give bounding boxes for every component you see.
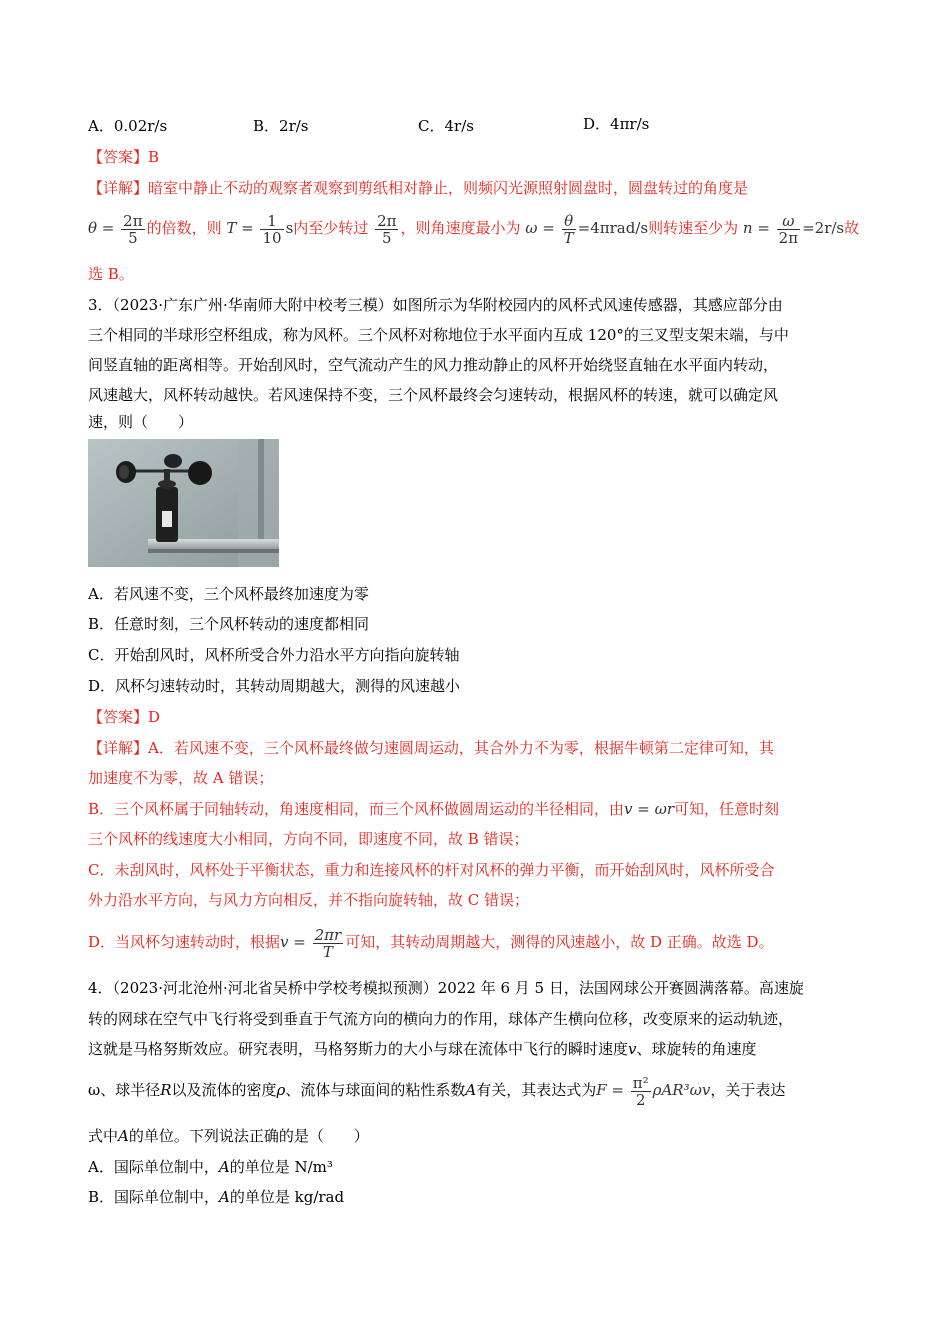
q4-stem-line-5 — [88, 1126, 369, 1146]
n-math: n = — [742, 219, 770, 237]
q4-l4e: ，关于表达 — [710, 1081, 786, 1099]
q3-detail-line-1 — [88, 738, 774, 758]
q4-l4a: ω、球半径 — [88, 1081, 161, 1099]
q3-detail-text-1: A．若风速不变，三个风杯最终做匀速圆周运动，其合外力不为零，根据牛顿第二定律可知，其 — [148, 739, 774, 757]
q4-l5b: 的单位。下列说法正确的是（ ） — [128, 1127, 369, 1145]
q4-l3a: 这就是马格努斯效应。研究表明，马格努斯力的大小与球在流体中飞行的瞬时速度 — [88, 1040, 629, 1058]
q4-opt-b-1: B．国际单位制中， — [88, 1188, 220, 1206]
q3-detail-line-5: C．未刮风时，风杯处于平衡状态，重力和连接风杯的杆对风杯的弹力平衡，而开始刮风时，风杯所受合 — [88, 861, 775, 879]
q2-option-c: C．4r/s — [418, 117, 474, 135]
q3-detail-line-4: 三个风杯的线速度大小相同，方向不同，即速度不同，故 B 错误； — [88, 830, 529, 848]
q3-option-b: B．任意时刻，三个风杯转动的速度都相同 — [88, 615, 370, 633]
q4-expr: ρAR³ωv — [652, 1081, 711, 1099]
v-math: v = — [280, 933, 306, 951]
frac-pi2-2: $\frac{\text{π²}}{2}$ — [632, 1073, 649, 1109]
theta-math: θ = — [88, 219, 115, 237]
q2-text-omega-min: ，则角速度最小为 — [400, 219, 521, 237]
q4-opt-b-2: 的单位是 kg/rad — [229, 1188, 345, 1206]
period-math: T = — [226, 219, 254, 237]
q4-stem-line-4 — [88, 1070, 785, 1110]
q4-option-a — [88, 1157, 333, 1177]
frac-omega-2pi: $\frac{\omega}{2\pi}$ — [778, 211, 799, 247]
q3-detail-line-2: 加速度不为零，故 A 错误； — [88, 769, 274, 787]
q2-answer: 【答案】B — [88, 148, 160, 166]
q3-stem-line-4: 风速越大，风杯转动越快。若风速保持不变，三个风杯最终会匀速转动，根据风杯的转速，就可以确定风 — [88, 386, 779, 404]
anemometer-photo — [88, 439, 279, 567]
q4-f-math: F = — [596, 1081, 624, 1099]
q3-option-a: A．若风速不变，三个风杯最终加速度为零 — [88, 585, 369, 603]
anemometer-illustration — [88, 439, 279, 567]
q2-detail-text-1: 暗室中静止不动的观察者观察到剪纸相对静止，则频闪光源照射圆盘时，圆盘转过的角度是 — [148, 179, 749, 197]
q4-l3b: 、球旋转的角速度 — [636, 1040, 757, 1058]
q4-l5a: 式中 — [88, 1127, 119, 1145]
q3-option-d: D．风杯匀速转动时，其转动周期越大，测得的风速越小 — [88, 677, 461, 695]
q4-l4b: 以及流体的密度 — [171, 1081, 277, 1099]
q2-detail-line-2 — [88, 208, 859, 248]
v-omega-r-math: v = ωr — [624, 800, 675, 818]
q4-var-a-2: A — [118, 1127, 129, 1145]
q4-stem-line-3 — [88, 1039, 757, 1059]
frac-2pir-t: $\frac{2\pi r}{T}$ — [314, 925, 342, 961]
q2-detail-line-3: 选 B。 — [88, 265, 134, 283]
frac-2pi-5: $\frac{2\pi}{5}$ — [123, 211, 143, 247]
q2-detail-label: 【详解】 — [88, 179, 149, 197]
frac-1-10: $\frac{1}{10}$ — [262, 211, 282, 247]
q4-option-b — [88, 1187, 344, 1207]
q2-text-speed: 则转速至少为 — [648, 219, 739, 237]
q3-detail-label: 【详解】 — [88, 739, 149, 757]
q3-detail-line-7 — [88, 922, 774, 962]
omega-math: ω = — [525, 219, 555, 237]
q2-text-therefore: 故 — [844, 219, 860, 237]
q3-detail-line-3 — [88, 799, 779, 819]
q4-stem-line-2: 转的网球在空气中飞行将受到垂直于气流方向的横向力的作用，球体产生横向位移，改变原来的运动轨迹， — [88, 1010, 794, 1028]
unit-s: s — [285, 219, 294, 237]
q2-text-multiple: 的倍数，则 — [146, 219, 222, 237]
q4-opt-b-var: A — [219, 1188, 230, 1206]
q4-opt-a-1: A．国际单位制中， — [88, 1158, 219, 1176]
q2-option-d: D．4πr/s — [583, 115, 650, 133]
q3-detail-3a: B．三个风杯属于同轴转动，角速度相同，而三个风杯做圆周运动的半径相同，由 — [88, 800, 625, 818]
q2-option-b: B．2r/s — [253, 117, 309, 135]
q3-detail-7a: D．当风杯匀速转动时，根据 — [88, 933, 281, 951]
q4-l4d: 有关，其表达式为 — [476, 1081, 597, 1099]
q4-stem-line-1: 4．（2023·河北沧州·河北省吴桥中学校考模拟预测）2022 年 6 月 5 日，法国网球公开赛圆满落幕。高速旋 — [88, 979, 804, 997]
q2-detail-line-1 — [88, 178, 748, 198]
q3-option-c: C．开始刮风时，风杯所受合外力沿水平方向指向旋转轴 — [88, 646, 460, 664]
q3-stem-line-2: 三个相同的半球形空杯组成，称为风杯。三个风杯对称地位于水平面内互成 120°的三叉型支架末端，与中 — [88, 326, 789, 344]
q2-text-rotate: 内至少转过 — [293, 219, 369, 237]
q3-detail-3b: 可知，任意时刻 — [674, 800, 780, 818]
frac-theta-t: $\frac{\theta}{T}$ — [563, 211, 574, 247]
q4-var-rho: ρ — [276, 1081, 286, 1099]
q4-var-a: A — [465, 1081, 477, 1099]
q4-var-r: R — [160, 1081, 172, 1099]
q3-detail-line-6: 外力沿水平方向，与风力方向相反，并不指向旋转轴，故 C 错误； — [88, 891, 530, 909]
omega-value: =4πrad/s — [577, 219, 649, 237]
n-value: =2r/s — [802, 219, 845, 237]
q4-opt-a-2: 的单位是 N/m³ — [229, 1158, 333, 1176]
q4-l4c: 、流体与球面间的粘性系数 — [285, 1081, 466, 1099]
q2-option-a: A．0.02r/s — [88, 117, 168, 135]
q3-detail-7b: 可知，其转动周期越大，测得的风速越小，故 D 正确。故选 D。 — [345, 933, 774, 951]
q4-var-v: v — [628, 1040, 637, 1058]
q3-answer: 【答案】D — [88, 708, 161, 726]
frac-2pi-5-b: $\frac{2\pi}{5}$ — [377, 211, 397, 247]
q3-stem-line-5: 速，则（ ） — [88, 413, 194, 431]
q3-stem-line-3: 间竖直轴的距离相等。开始刮风时，空气流动产生的风力推动静止的风杯开始绕竖直轴在水平面内转动， — [88, 356, 779, 374]
q4-opt-a-var: A — [218, 1158, 230, 1176]
q3-stem-line-1: 3．（2023·广东广州·华南师大附中校考三模）如图所示为华附校园内的风杯式风速传感器，其感应部分由 — [88, 296, 783, 314]
